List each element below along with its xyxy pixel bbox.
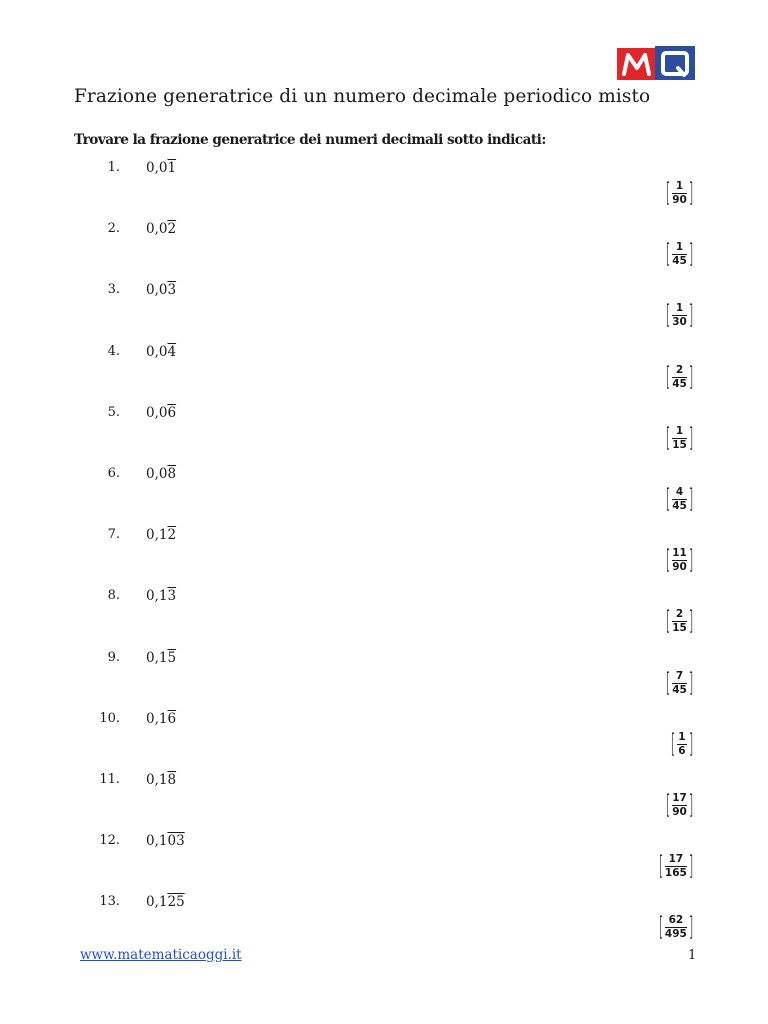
decimal-non-periodic-part: 0,0 (146, 160, 168, 176)
numerator: 7 (675, 669, 684, 682)
decimal-non-periodic-part: 0,0 (146, 282, 168, 299)
numerator: 4 (675, 486, 684, 498)
decimal-non-periodic-part: 0,1 (146, 772, 168, 788)
periodic-decimal (146, 221, 176, 237)
exercise-number: 5. (107, 404, 120, 420)
fraction (676, 731, 688, 759)
periodic-decimal (146, 160, 176, 176)
numerator: 2 (675, 363, 684, 376)
numerator: 1 (675, 302, 684, 315)
exercise-number: 9. (107, 649, 120, 665)
denominator: 90 (672, 194, 687, 206)
right-bracket: ] (688, 178, 694, 208)
exercise-number: 6. (107, 466, 120, 481)
left-bracket: [ (665, 790, 671, 820)
decimal-period: 3 (167, 282, 177, 299)
decimal-non-periodic-part: 0,1 (146, 649, 168, 666)
fraction (671, 364, 688, 392)
denominator: 15 (672, 622, 687, 635)
exercise-number: 7. (107, 527, 120, 543)
denominator: 495 (664, 928, 687, 941)
answer-fraction (665, 547, 694, 575)
left-bracket: [ (658, 851, 664, 882)
denominator: 15 (672, 438, 687, 451)
decimal-period: 03 (167, 833, 185, 850)
left-bracket: [ (670, 728, 676, 759)
decimal-period: 6 (167, 710, 177, 727)
fraction (671, 486, 688, 514)
right-bracket: ] (688, 667, 694, 698)
answer-fraction (670, 728, 694, 759)
answer-fraction (665, 302, 694, 330)
denominator: 6 (678, 744, 686, 757)
exercise-number: 12. (99, 833, 120, 849)
answer-fraction (665, 792, 694, 820)
answer-fraction (658, 914, 694, 942)
decimal-period: 25 (167, 894, 185, 911)
right-bracket: ] (688, 484, 694, 514)
decimal-period: 3 (167, 588, 177, 605)
fraction (671, 180, 688, 208)
left-bracket: [ (665, 422, 671, 453)
decimal-period: 6 (167, 404, 177, 421)
decimal-period: 8 (167, 772, 177, 788)
periodic-decimal (146, 466, 176, 482)
numerator: 17 (672, 792, 687, 804)
decimal-non-periodic-part: 0,0 (146, 343, 168, 360)
right-bracket: ] (688, 790, 694, 820)
denominator: 45 (672, 377, 687, 390)
periodic-decimal (146, 405, 176, 421)
right-bracket: ] (688, 239, 694, 270)
decimal-period: 2 (167, 527, 177, 544)
periodic-decimal (146, 527, 176, 543)
decimal-non-periodic-part: 0,1 (146, 527, 168, 544)
fraction (671, 792, 688, 820)
answer-fraction (665, 241, 694, 269)
periodic-decimal (146, 772, 176, 788)
denominator: 30 (672, 316, 687, 329)
fraction (671, 302, 688, 330)
numerator: 1 (675, 424, 684, 437)
answer-fraction (665, 361, 694, 392)
right-bracket: ] (688, 728, 694, 759)
periodic-decimal (146, 344, 176, 360)
left-bracket: [ (665, 361, 671, 392)
answer-fraction (665, 667, 694, 698)
left-bracket: [ (665, 300, 671, 331)
denominator: 90 (672, 806, 687, 818)
numerator: 1 (675, 241, 684, 254)
fraction (664, 914, 688, 942)
decimal-non-periodic-part: 0,1 (146, 710, 168, 727)
fraction (671, 241, 688, 269)
decimal-period: 8 (167, 466, 177, 482)
left-bracket: [ (658, 912, 664, 943)
matematicaoggi-logo (617, 46, 695, 82)
exercise-number: 8. (107, 588, 120, 604)
left-bracket: [ (665, 545, 671, 576)
numerator: 1 (678, 730, 686, 743)
right-bracket: ] (688, 545, 694, 576)
fraction (671, 547, 688, 575)
decimal-non-periodic-part: 0,1 (146, 833, 168, 850)
answer-fraction (665, 180, 694, 208)
periodic-decimal (146, 588, 176, 604)
denominator: 165 (664, 867, 687, 880)
periodic-decimal (146, 282, 176, 298)
periodic-decimal (146, 650, 176, 666)
numerator: 11 (672, 547, 687, 560)
page-number: 1 (688, 948, 697, 963)
exercise-instruction: Trovare la frazione generatrice dei numeri decimali sotto indicati: (74, 132, 546, 148)
decimal-period: 2 (167, 221, 177, 238)
denominator: 45 (672, 500, 687, 512)
left-bracket: [ (665, 484, 671, 514)
denominator: 45 (672, 255, 687, 268)
left-bracket: [ (665, 667, 671, 698)
answer-fraction (665, 608, 694, 636)
decimal-period: 5 (167, 649, 177, 666)
decimal-non-periodic-part: 0,0 (146, 466, 168, 482)
right-bracket: ] (688, 851, 694, 882)
exercise-number: 10. (99, 710, 120, 726)
denominator: 45 (672, 683, 687, 696)
fraction (671, 608, 688, 636)
answer-fraction (658, 853, 694, 881)
numerator: 2 (675, 608, 684, 621)
numerator: 17 (668, 853, 684, 866)
exercise-number: 3. (107, 282, 120, 298)
left-bracket: [ (665, 606, 671, 637)
fraction (671, 670, 688, 698)
decimal-non-periodic-part: 0,1 (146, 588, 168, 605)
footer-website-link[interactable]: www.matematicaoggi.it (80, 947, 242, 963)
decimal-period: 1 (167, 160, 177, 176)
answer-fraction (665, 486, 694, 514)
exercise-number: 2. (107, 221, 120, 237)
right-bracket: ] (688, 606, 694, 637)
numerator: 62 (668, 914, 684, 927)
exercise-number: 1. (107, 160, 120, 175)
periodic-decimal (146, 894, 185, 910)
numerator: 1 (675, 180, 684, 192)
page-title: Frazione generatrice di un numero decimale periodico misto (74, 86, 651, 107)
exercise-number: 13. (99, 894, 120, 910)
decimal-period: 4 (167, 343, 177, 360)
right-bracket: ] (688, 912, 694, 943)
decimal-non-periodic-part: 0,0 (146, 404, 168, 421)
exercise-number: 4. (107, 343, 120, 359)
denominator: 90 (672, 561, 687, 574)
right-bracket: ] (688, 422, 694, 453)
fraction (664, 853, 688, 881)
right-bracket: ] (688, 300, 694, 331)
decimal-non-periodic-part: 0,0 (146, 221, 168, 238)
exercise-number: 11. (99, 772, 120, 787)
periodic-decimal (146, 833, 185, 849)
left-bracket: [ (665, 178, 671, 208)
decimal-non-periodic-part: 0,1 (146, 894, 168, 911)
fraction (671, 425, 688, 453)
right-bracket: ] (688, 361, 694, 392)
periodic-decimal (146, 711, 176, 727)
left-bracket: [ (665, 239, 671, 270)
answer-fraction (665, 422, 694, 453)
